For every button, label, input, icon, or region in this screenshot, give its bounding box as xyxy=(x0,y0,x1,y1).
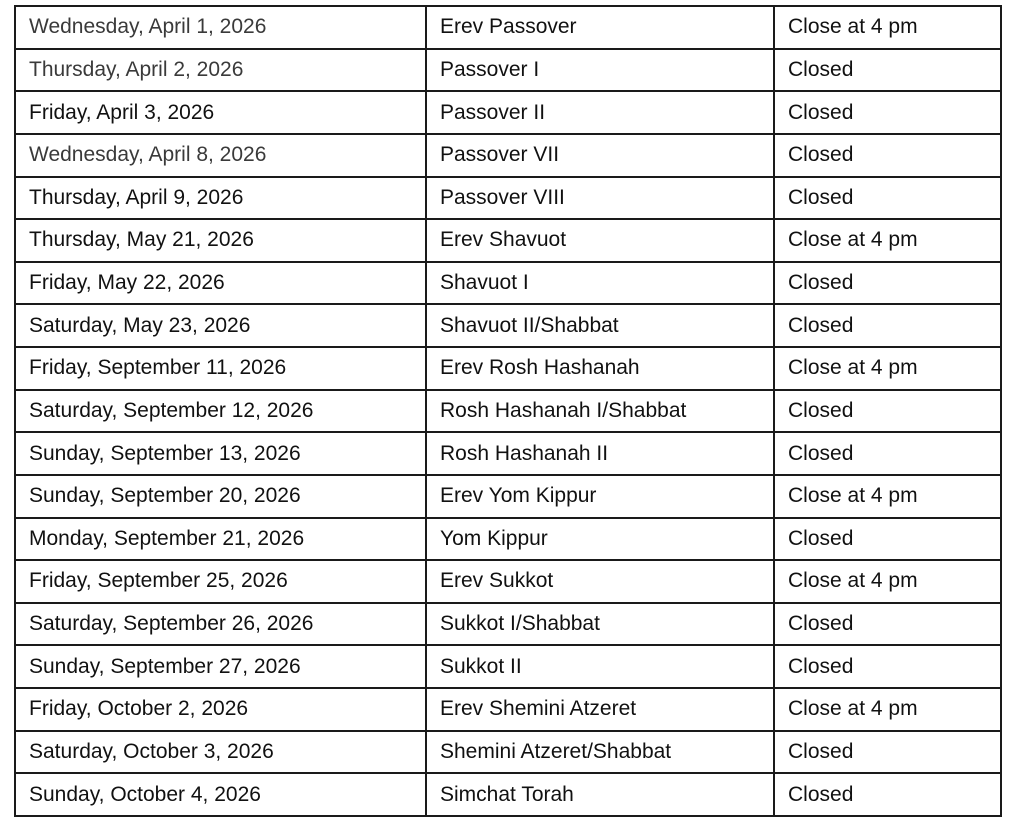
date-cell: Saturday, September 12, 2026 xyxy=(15,390,426,433)
status-cell: Closed xyxy=(774,304,1001,347)
table-row xyxy=(15,475,1001,518)
status-cell: Close at 4 pm xyxy=(774,347,1001,390)
table-row xyxy=(15,518,1001,561)
status-cell: Closed xyxy=(774,432,1001,475)
holiday-cell: Shemini Atzeret/Shabbat xyxy=(426,731,774,774)
status-cell: Close at 4 pm xyxy=(774,560,1001,603)
holiday-cell: Shavuot I xyxy=(426,262,774,305)
holiday-cell: Shavuot II/Shabbat xyxy=(426,304,774,347)
date-cell: Thursday, April 2, 2026 xyxy=(15,49,426,92)
table-row xyxy=(15,134,1001,177)
status-cell: Closed xyxy=(774,134,1001,177)
date-cell: Wednesday, April 1, 2026 xyxy=(15,6,426,49)
holiday-cell: Passover II xyxy=(426,91,774,134)
status-cell: Closed xyxy=(774,518,1001,561)
table-row xyxy=(15,432,1001,475)
date-cell: Thursday, April 9, 2026 xyxy=(15,177,426,220)
date-cell: Saturday, October 3, 2026 xyxy=(15,731,426,774)
table-row xyxy=(15,773,1001,816)
holiday-cell: Erev Shavuot xyxy=(426,219,774,262)
holiday-cell: Simchat Torah xyxy=(426,773,774,816)
holiday-cell: Erev Sukkot xyxy=(426,560,774,603)
date-cell: Friday, May 22, 2026 xyxy=(15,262,426,305)
date-cell: Friday, April 3, 2026 xyxy=(15,91,426,134)
table-row xyxy=(15,6,1001,49)
date-cell: Friday, September 25, 2026 xyxy=(15,560,426,603)
status-cell: Close at 4 pm xyxy=(774,475,1001,518)
holiday-cell: Erev Shemini Atzeret xyxy=(426,688,774,731)
holiday-cell: Sukkot I/Shabbat xyxy=(426,603,774,646)
status-cell: Closed xyxy=(774,390,1001,433)
status-cell: Closed xyxy=(774,262,1001,305)
holiday-cell: Passover VII xyxy=(426,134,774,177)
date-cell: Friday, October 2, 2026 xyxy=(15,688,426,731)
table-row xyxy=(15,603,1001,646)
date-cell: Sunday, September 20, 2026 xyxy=(15,475,426,518)
status-cell: Closed xyxy=(774,49,1001,92)
table-row xyxy=(15,177,1001,220)
date-cell: Sunday, September 13, 2026 xyxy=(15,432,426,475)
table-row xyxy=(15,688,1001,731)
table-row xyxy=(15,219,1001,262)
table-row xyxy=(15,645,1001,688)
holiday-cell: Erev Passover xyxy=(426,6,774,49)
holiday-cell: Yom Kippur xyxy=(426,518,774,561)
date-cell: Sunday, October 4, 2026 xyxy=(15,773,426,816)
status-cell: Close at 4 pm xyxy=(774,219,1001,262)
status-cell: Closed xyxy=(774,731,1001,774)
date-cell: Friday, September 11, 2026 xyxy=(15,347,426,390)
status-cell: Closed xyxy=(774,773,1001,816)
holiday-schedule-table xyxy=(14,5,1002,817)
holiday-cell: Erev Rosh Hashanah xyxy=(426,347,774,390)
table-row xyxy=(15,91,1001,134)
holiday-cell: Passover VIII xyxy=(426,177,774,220)
status-cell: Closed xyxy=(774,645,1001,688)
status-cell: Close at 4 pm xyxy=(774,6,1001,49)
table-row xyxy=(15,347,1001,390)
date-cell: Sunday, September 27, 2026 xyxy=(15,645,426,688)
status-cell: Closed xyxy=(774,177,1001,220)
table-row xyxy=(15,560,1001,603)
status-cell: Close at 4 pm xyxy=(774,688,1001,731)
table-row xyxy=(15,304,1001,347)
holiday-cell: Rosh Hashanah I/Shabbat xyxy=(426,390,774,433)
status-cell: Closed xyxy=(774,91,1001,134)
holiday-cell: Rosh Hashanah II xyxy=(426,432,774,475)
date-cell: Wednesday, April 8, 2026 xyxy=(15,134,426,177)
holiday-cell: Sukkot II xyxy=(426,645,774,688)
date-cell: Thursday, May 21, 2026 xyxy=(15,219,426,262)
table-row xyxy=(15,262,1001,305)
holiday-cell: Erev Yom Kippur xyxy=(426,475,774,518)
status-cell: Closed xyxy=(774,603,1001,646)
date-cell: Saturday, September 26, 2026 xyxy=(15,603,426,646)
table-row xyxy=(15,49,1001,92)
table-body xyxy=(15,6,1001,816)
date-cell: Saturday, May 23, 2026 xyxy=(15,304,426,347)
date-cell: Monday, September 21, 2026 xyxy=(15,518,426,561)
table-row xyxy=(15,390,1001,433)
holiday-cell: Passover I xyxy=(426,49,774,92)
table-row xyxy=(15,731,1001,774)
